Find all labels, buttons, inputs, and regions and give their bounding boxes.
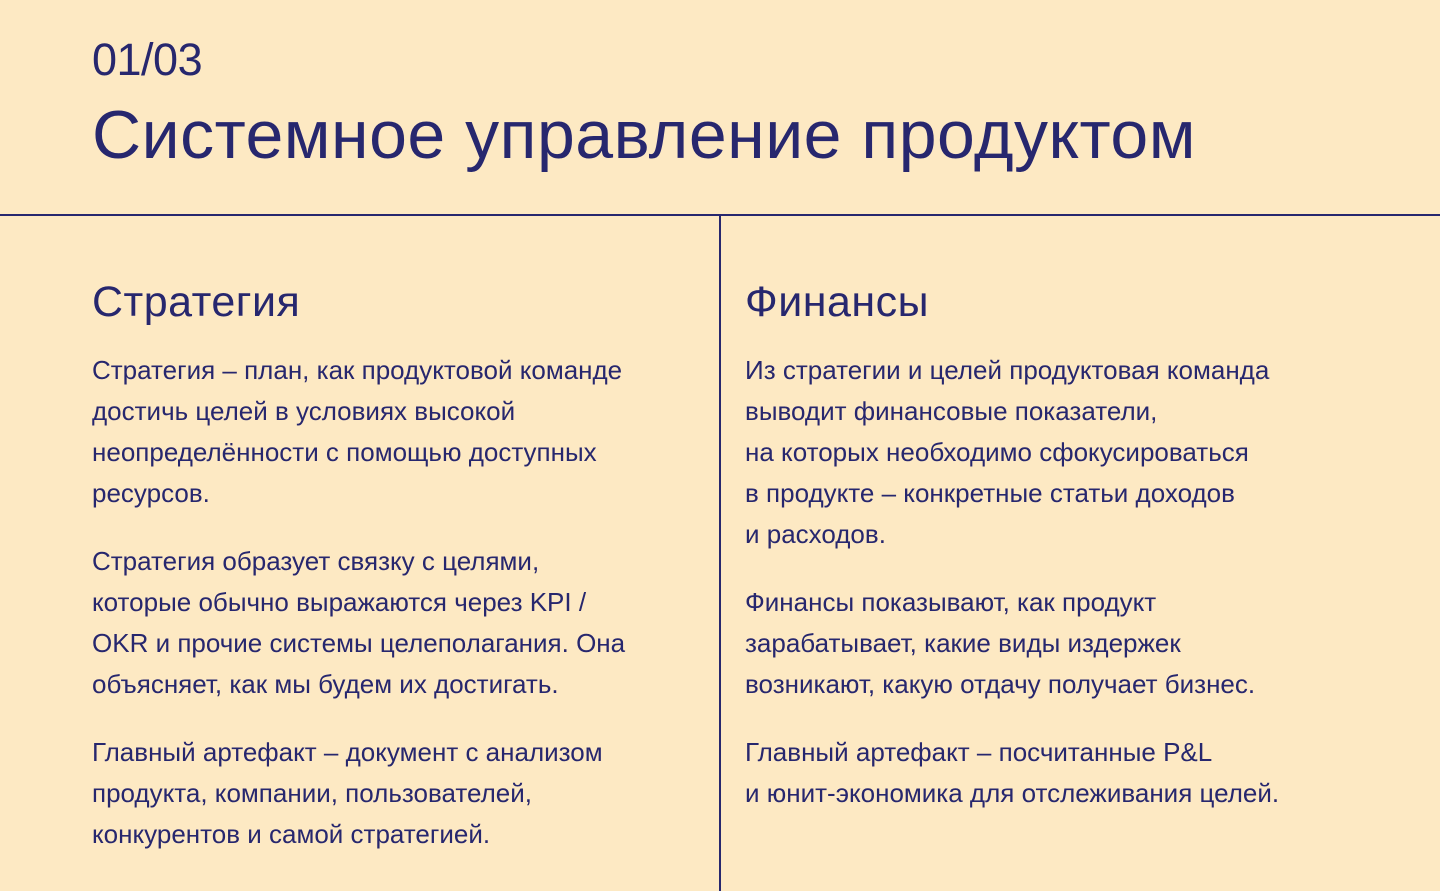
strategy-paragraph-3: Главный артефакт – документ с анализом продукта, компании, пользователей, конкурентов и самой стратегией.	[92, 737, 603, 849]
page-title: Системное управление продуктом	[92, 97, 1196, 173]
strategy-column	[92, 276, 692, 882]
strategy-paragraph-2: Стратегия образует связку с целями, которые обычно выражаются через KPI / OKR и прочие системы целеполагания. Она объясняет, как мы будем их достигать.	[92, 546, 626, 699]
finance-paragraph-1: Из стратегии и целей продуктовая команда выводит финансовые показатели, на которых необходимо сфокусироваться в продукте – конкретные статьи доходов и расходов.	[745, 355, 1270, 549]
finance-paragraph-3: Главный артефакт – посчитанные P&L и юнит-экономика для отслеживания целей.	[745, 737, 1280, 808]
page-header	[0, 0, 1440, 216]
finance-heading: Финансы	[745, 278, 930, 326]
slide-counter: 01/03	[92, 34, 203, 85]
column-divider	[719, 216, 721, 891]
strategy-heading: Стратегия	[92, 278, 301, 326]
strategy-paragraph-1: Стратегия – план, как продуктовой команде достичь целей в условиях высокой неопределённости с помощью доступных ресурсов.	[92, 355, 623, 508]
finance-column	[745, 276, 1365, 841]
finance-paragraph-2: Финансы показывают, как продукт зарабатывает, какие виды издержек возникают, какую отдачу получает бизнес.	[745, 587, 1256, 699]
